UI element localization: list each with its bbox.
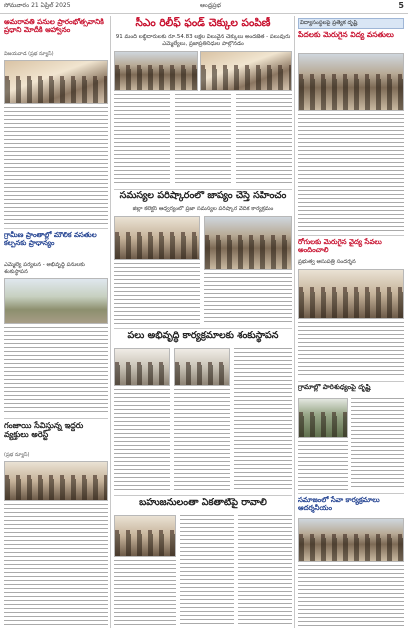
right-mid2-body-text-col2	[351, 398, 404, 490]
right-top-headline: పేదలకు మెరుగైన విద్య వసతులు	[298, 31, 394, 39]
middle-body-text-col1	[114, 263, 200, 325]
right-bottom-photo	[298, 518, 404, 562]
middle-photo-1	[114, 216, 200, 260]
left-mid-photo	[4, 278, 108, 324]
lower-mid-photo-1	[114, 348, 170, 386]
right-mid2-photo	[298, 398, 348, 438]
middle-body-text-col2	[204, 273, 292, 325]
right-bottom-headline: సమాజంలో సేవా కార్యక్రమాలు ఆదర్శనీయం	[298, 496, 380, 513]
section-divider	[4, 418, 108, 419]
middle-subhead: జిల్లా కలెక్టర్ ఆధ్వర్యంలో ప్రజా సమస్యల పరిష్కార వేదిక కార్యక్రమం	[132, 206, 274, 212]
left-mid-headline: గ్రామీణ ప్రాంతాల్లో మౌలిక వసతుల కల్పనకు ప్రాధాన్యం	[4, 231, 97, 248]
right-mid-photo	[298, 269, 404, 319]
column-rule	[294, 16, 295, 628]
bottom-headline: బహుజనులంతా ఏకతాటిపై రావాలి	[139, 498, 267, 508]
lower-mid-body-text-col3	[234, 348, 292, 492]
right-mid-body-text	[298, 322, 404, 378]
right-mid2-headline: గ్రామాల్లో పారిశుధ్యంపై దృష్టి	[298, 384, 371, 391]
column-rule	[110, 16, 111, 628]
right-mid2-body-text-col1	[298, 441, 348, 490]
left-mid-body-text	[4, 327, 108, 415]
section-divider	[114, 495, 292, 496]
right-top-body-text	[298, 114, 404, 232]
right-mid-subhead: ప్రభుత్వ ఆసుపత్రి సందర్శన	[298, 259, 356, 265]
lower-mid-body-text-col2	[174, 389, 230, 492]
right-mid-headline: రోగులకు మెరుగైన వైద్య సేవలు అందించాలి	[298, 238, 382, 255]
section-divider	[298, 381, 404, 382]
bottom-photo	[114, 515, 176, 557]
bottom-body-text-col1	[114, 560, 176, 626]
main-body-text-col2	[175, 94, 231, 186]
page-date: సోమవారం 21 ఏప్రిల్ 2025	[4, 2, 71, 9]
left-top-headline: అమరావతి పనుల ప్రారంభోత్సవానికి ప్రధాని మోదీకి ఆహ్వానం	[4, 18, 104, 35]
main-photo-2	[200, 51, 292, 91]
main-subhead: 91 మంది లబ్ధిదారులకు రూ.54.83 లక్షల విలువైన చెక్కులు అందజేత - పలువురు ఎమ్మెల్యేలు, ప్రజాప్రతినిధుల పాల్గొనడం	[115, 34, 291, 47]
left-top-body-text	[4, 107, 108, 225]
section-divider	[114, 328, 292, 329]
lower-mid-headline: పలు అభివృద్ధి కార్యక్రమాలకు శంకుస్థాపన	[127, 331, 279, 341]
paper-name: ఆంధ్రప్రభ	[200, 2, 221, 9]
middle-photo-2	[204, 216, 292, 270]
right-bottom-body-text	[298, 565, 404, 626]
left-bottom-body-text	[4, 504, 108, 626]
main-photo-1	[114, 51, 198, 91]
right-top-photo	[298, 53, 404, 111]
page-header	[0, 0, 408, 14]
lower-mid-photo-2	[174, 348, 230, 386]
left-top-dateline: విజయవాడ (ప్రభ న్యూస్)	[4, 51, 54, 57]
page-number: 5	[398, 1, 404, 10]
bottom-body-text-col2	[180, 515, 234, 626]
main-body-text-col1	[114, 94, 170, 186]
main-body-text-col3	[236, 94, 292, 186]
left-bottom-headline: గంజాయి సేవిస్తున్న ఇద్దరు వ్యక్తులు అరెస్ట్	[4, 421, 84, 440]
section-divider	[298, 493, 404, 494]
left-bottom-photo	[4, 461, 108, 501]
bottom-body-text-col3	[238, 515, 292, 626]
main-headline: సీఎం రిలీఫ్ ఫండ్ చెక్కుల పంపిణీ	[135, 17, 271, 29]
lower-mid-body-text-col1	[114, 389, 170, 492]
left-bottom-dateline: (ప్రభ న్యూస్)	[4, 452, 30, 458]
right-top-kicker: విద్యాసంస్థలపై ప్రత్యేక దృష్టి	[300, 20, 358, 26]
section-divider	[4, 228, 108, 229]
middle-headline: సమస్యల పరిష్కారంలో జాప్యం చేస్తే సహించం	[119, 191, 287, 201]
section-divider	[114, 189, 292, 190]
left-mid-subhead: ఎమ్మెల్యే పర్యటన - అభివృద్ధి పనులకు శంకుస్థాపన	[4, 262, 85, 275]
left-top-photo	[4, 60, 108, 104]
section-divider	[298, 235, 404, 236]
